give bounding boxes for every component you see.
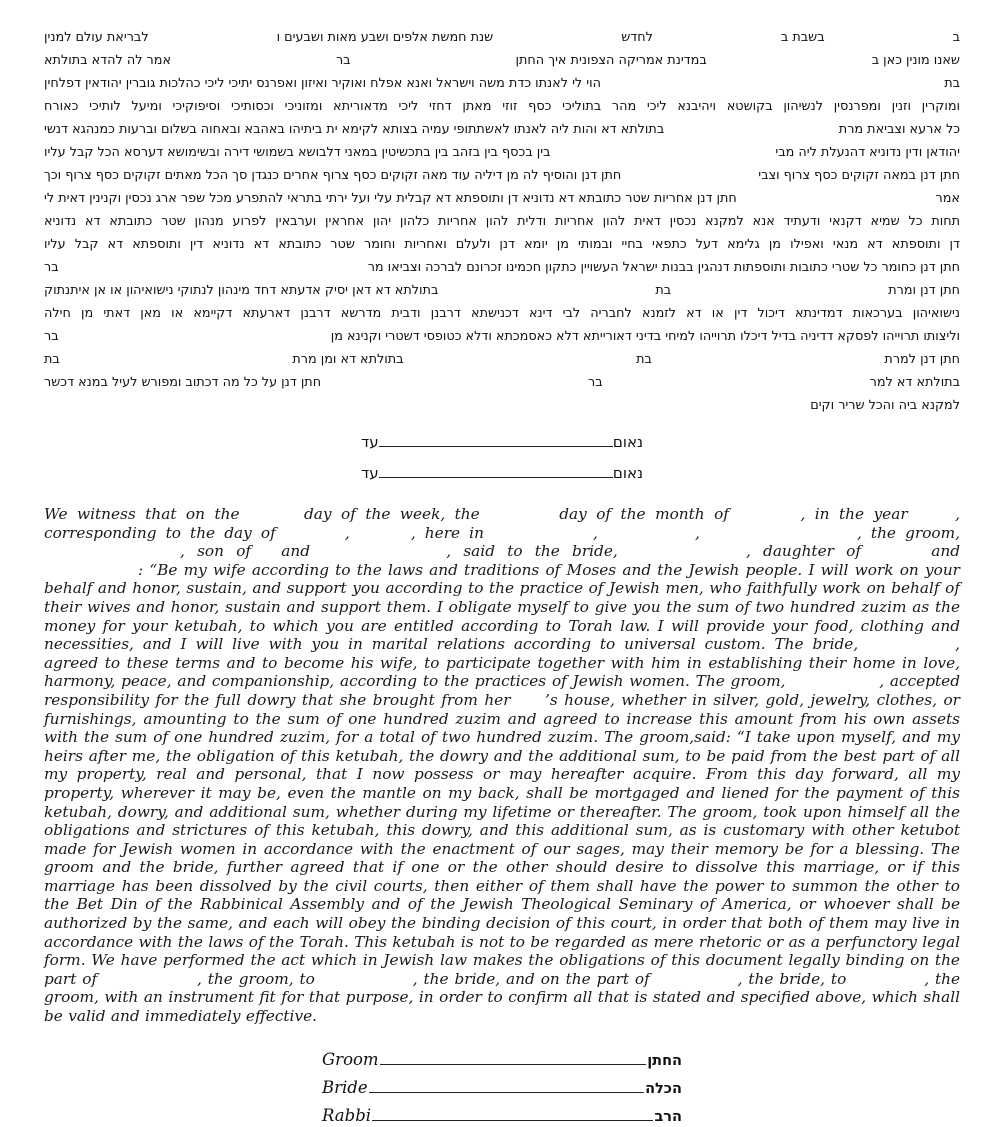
hebrew-segment: חתן דנן במאה זקוקים כסף צרוף וצבי	[758, 168, 960, 183]
hebrew-line	[44, 141, 960, 164]
hebrew-segment: בר	[335, 53, 351, 68]
hebrew-line: תחות כל שמיא דקנאי ודעתיד אנא למקנא נכסין דאית להון אחריות ודלית להון אחריות כלהון יהון אחראין וערבאין לפרוע מנהון שטר כתובתא דא נדוניא	[44, 214, 960, 229]
hebrew-segment: בת	[44, 352, 60, 367]
hebrew-segment: בתולתא דא למר	[869, 375, 960, 390]
fill-in-blank	[493, 536, 593, 538]
signature-label-english: Rabbi	[322, 1105, 372, 1125]
signature-row	[322, 1106, 682, 1127]
hebrew-line	[44, 256, 960, 279]
fill-in-blank	[44, 554, 180, 556]
hebrew-line: נישואיהון בערכאות דמדינתא דיכול דין או דא לזמנא לחבריה לבי דינא דכנישתא דרבנן ודבית מדרשא דרבנן דארעתא דקיימא או מאן דאתי מן חילה	[44, 306, 960, 321]
signature-blank-line	[369, 1079, 644, 1093]
fill-in-blank	[489, 517, 559, 519]
hebrew-segment: בין בכסף בין בזהב בין בתכשיטין במאני דלבושא בשמושי דירה ובשימושא דערסא הכל קבל עליו	[44, 145, 551, 160]
signature-label-english: Groom	[322, 1049, 379, 1069]
witness-line	[361, 464, 643, 483]
hebrew-segment: חתן דנן ומרת	[888, 283, 960, 298]
fill-in-blank	[873, 554, 931, 556]
fill-in-blank	[285, 536, 345, 538]
witness-line	[361, 433, 643, 452]
signature-row	[322, 1078, 682, 1099]
fill-in-blank	[867, 647, 955, 649]
fill-in-blank	[322, 554, 446, 556]
fill-in-blank	[359, 536, 411, 538]
hebrew-line: ומוקרין וזנין ומפרנסין לנשיהון בקושטא ויהיבנא ליכי מהר בתוליכי כסף זוזי מאתן דחזי ליכי מדאוריתא ומזוניכי וכסותיכי וסיפוקיכי ומיעל לותיכי כאורח	[44, 99, 960, 114]
witness-signature-blank	[379, 464, 613, 478]
hebrew-line	[44, 72, 960, 95]
hebrew-segment: בר	[44, 260, 59, 275]
signature-blank-line	[380, 1051, 647, 1065]
witness-suffix-label: עד	[361, 433, 379, 451]
witness-prefix-label: נאום	[612, 464, 643, 482]
hebrew-segment: בר	[588, 375, 603, 390]
fill-in-blank	[44, 573, 138, 575]
hebrew-segment: ב	[952, 30, 960, 45]
hebrew-text-section	[44, 26, 960, 417]
fill-in-blank	[656, 982, 738, 984]
hebrew-segment: בתולתא דא והות ליה לאנתו לאשתתופי עמיה בצותא לקימא ית ביתיהו באהבא ובאחוה בשלום וברעות כמנהגא דנשי	[44, 122, 665, 137]
fill-in-blank	[917, 517, 955, 519]
witness-signature-blank	[379, 433, 613, 447]
fill-in-blank	[263, 554, 281, 556]
fill-in-blank	[852, 982, 924, 984]
hebrew-segment: חתן דנן למרת	[884, 352, 960, 367]
fill-in-blank	[321, 982, 413, 984]
hebrew-segment: לבריאת עולם למנין	[44, 30, 149, 45]
signature-blank-line	[372, 1107, 653, 1121]
hebrew-segment: בת	[636, 352, 652, 367]
hebrew-line	[44, 279, 960, 302]
signature-label-hebrew: הכלה	[645, 1080, 682, 1097]
fill-in-blank	[249, 517, 304, 519]
hebrew-line: דן ותוספתא דא מנאי ואפילו מן גלימא דעל כתפאי בחיי ובמותי מן יומא דנן ולעלם ואחריות וחומר שטר כתובתא דא נדוניא דין ותוספתא דא קבל עליו	[44, 237, 960, 252]
hebrew-segment: וליצותו תרוייהו לפסקא דדיניה בדיל דיכלו תרוייהו למיחי בדיני דאורייתא דלא כאסמכתא ודלא כטופסי דשטרי וקנינא מן	[330, 329, 960, 344]
hebrew-line	[44, 164, 960, 187]
hebrew-line	[44, 371, 960, 394]
signature-block	[44, 1050, 960, 1127]
fill-in-blank	[791, 684, 879, 686]
signature-label-hebrew: החתן	[647, 1052, 682, 1069]
fill-in-blank	[517, 703, 545, 705]
fill-in-blank	[709, 536, 857, 538]
hebrew-segment: אמר	[935, 191, 960, 206]
witness-prefix-label: נאום	[612, 433, 643, 451]
hebrew-segment: בתולתא דא ומן מרת	[292, 352, 404, 367]
witness-signature-block	[44, 433, 960, 483]
hebrew-segment: בשבת ב	[780, 30, 825, 45]
hebrew-line	[44, 348, 960, 371]
fill-in-blank	[103, 982, 197, 984]
hebrew-segment: אמר לה להדא בתולתא	[44, 53, 172, 68]
hebrew-segment: הוי לי לאנתו כדת משה וישראל ואנא אפלח ואוקיר ואיזון ואפרנס יתיכי ליכי כהלכות גוברין יהודאין דפלחין	[44, 76, 601, 91]
fill-in-blank	[738, 517, 800, 519]
english-translation-section	[44, 505, 960, 1026]
hebrew-segment: יהודאן ודין נדוניא דהנעלת ליה מבי	[775, 145, 960, 160]
hebrew-segment: שנת חמשת אלפים ושבע מאות ושבעים ו	[276, 30, 494, 45]
hebrew-line	[44, 118, 960, 141]
hebrew-line	[44, 26, 960, 49]
hebrew-segment: בר	[44, 329, 59, 344]
hebrew-line	[44, 325, 960, 348]
hebrew-segment: שאנו מונין כאן ב	[871, 53, 960, 68]
hebrew-segment: בת	[655, 283, 672, 298]
signature-label-hebrew: הרב	[654, 1108, 682, 1125]
hebrew-segment: חתן דנן על כל מה דכתוב ומפורש לעיל במנא דכשר	[44, 375, 322, 390]
hebrew-segment: בת	[944, 76, 960, 91]
hebrew-segment: כל ארעא וצביאת מרת	[838, 122, 960, 137]
hebrew-segment: חתן דנן אחריות שטר כתובתא דא נדוניא דן ותוספתא דא קבלית עלי ועל ירתי בתראי להתפרע מכל שפר ארג נכסין וקנינין דאית לי	[44, 191, 737, 206]
signature-row	[322, 1050, 682, 1071]
english-paragraph: We witness that on the day of the week, the day of the month of , in the year , corresponding to the day of , , here in , , , the groom, , son of and , said to the bride, , daughter of and : “Be my wife according to the laws and traditions of Moses and the Jewish people. I will work on your behalf and honor, sustain, and support you according to the practice of Jewish men, who faithfully work on behalf of their wives and honor, sustain and support them. I obligate myself to give you the sum of two hundred zuzim as the money for your ketubah, to which you are entitled according to Torah law. I will provide your food, clothing and necessities, and I will live with you in marital relations according to universal custom. The bride, , agreed to these terms and to become his wife, to participate together with him in establishing their home in love, harmony, peace, and companionship, according to the practices of Jewish women. The groom, , accepted responsibility for the full dowry that she brought from her ’s house, whether in silver, gold, jewelry, clothes, or furnishings, amounting to the sum of one hundred zuzim and agreed to increase this amount from his own assets with the sum of one hundred zuzim, for a total of two hundred zuzim. The groom,said: “I take upon myself, and my heirs after me, the obligation of this ketubah, the dowry and the additional sum, to be paid from the best part of all my property, real and personal, that I now possess or may hereafter acquire. From this day forward, all my property, wherever it may be, even the mantle on my back, shall be mortgaged and liened for the payment of this ketubah, dowry, and additional sum, whether during my lifetime or thereafter. The groom, took upon himself all the obligations and strictures of this ketubah, this dowry, and this additional sum, as is customary with other ketubot made for Jewish women in accordance with the enactment of our sages, may their memory be for a blessing. The groom and the bride, further agreed that if one or the other should desire to dissolve this marriage, or if this marriage has been dissolved by the civil courts, then either of them shall have the power to summon the other to the Bet Din of the Rabbinical Assembly and of the Jewish Theological Seminary of America, or whoever shall be authorized by the same, and each will obey the binding decision of this court, in order that both of them may live in accordance with the laws of the Torah. This ketubah is not to be regarded as mere rhetoric or as a perfunctory legal form. We have performed the act which in Jewish law makes the obligations of this document legally binding on the part of , the groom, to , the bride, and on the part of , the bride, to , the groom, with an instrument fit for that purpose, in order to confirm all that is stated and specified above, which shall be valid and immediately effective.	[44, 505, 960, 1026]
fill-in-blank	[630, 554, 746, 556]
hebrew-line	[44, 187, 960, 210]
hebrew-segment: לחדש	[621, 30, 653, 45]
hebrew-segment: חתן דנן כחומר כל שטרי כתובות ותוספתות דנהגין בבנות ישראל העשויין כתקון חכמינו זכרונם לברכה וצביאו מר	[367, 260, 960, 275]
signature-label-english: Bride	[322, 1077, 368, 1097]
hebrew-segment: למקנא ביה והכל שריר וקים	[810, 398, 960, 413]
witness-suffix-label: עד	[361, 464, 379, 482]
hebrew-segment: חתן דנן והוסיף לה מן דיליה עוד מאה זקוקים כסף צרוף אחרים כנגדן סך הכל מאתים זקוקים כסף צרוף וכך	[44, 168, 622, 183]
hebrew-line	[44, 49, 960, 72]
hebrew-segment: בתולתא דא דאן יסיק אדעתא דחד מינהון לנתוקי נישואיהון או אן איתנתוק	[44, 283, 439, 298]
hebrew-line	[44, 394, 960, 417]
hebrew-segment: במדינת אמריקה הצפונית איך החתן	[515, 53, 707, 68]
fill-in-blank	[607, 536, 695, 538]
